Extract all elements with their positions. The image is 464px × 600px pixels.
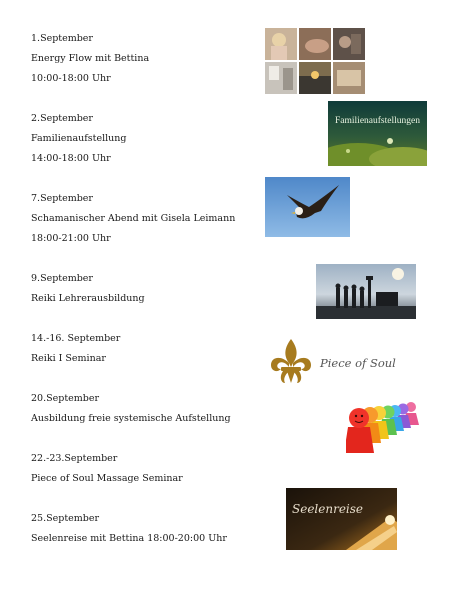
colorful-figures-image [346,399,420,455]
event-title: Reiki Lehrerausbildung [31,293,145,304]
event-date: 2.September [31,113,93,124]
familien-caption: Familienaufstellungen [335,116,420,126]
seelenreise-image [286,488,397,550]
event-title: Reiki I Seminar [31,353,106,364]
event-date: 9.September [31,273,93,284]
event-item [31,109,261,169]
event-date: 1.September [31,33,93,44]
group-silhouette-image [316,264,416,319]
event-item [31,389,261,429]
event-title: Schamanischer Abend mit Gisela Leimann [31,213,236,224]
eagle-image [265,177,350,237]
event-date: 25.September [31,513,100,524]
event-date: 22.-23.September [31,453,118,464]
event-date: 7.September [31,193,93,204]
event-title: Familienaufstellung [31,133,127,144]
event-title: Seelenreise mit Bettina 18:00-20:00 Uhr [31,533,227,544]
fleur-de-lis-icon [267,337,315,389]
event-date: 14.-16. September [31,333,121,344]
event-item [31,29,261,89]
event-time: 10:00-18:00 Uhr [31,73,111,84]
event-item [31,509,261,549]
event-title: Energy Flow mit Bettina [31,53,150,64]
event-time: 18:00-21:00 Uhr [31,233,111,244]
piece-of-soul-logo [267,337,397,389]
familienaufstellungen-image [328,101,427,166]
event-item [31,329,261,369]
seelenreise-caption: Seelenreise [292,502,364,516]
event-time: 14:00-18:00 Uhr [31,153,111,164]
event-item [31,449,261,489]
piece-of-soul-text: Piece of Soul [320,356,396,370]
event-item [31,269,261,309]
event-title: Piece of Soul Massage Seminar [31,473,183,484]
event-item [31,189,261,249]
event-title: Ausbildung freie systemische Aufstellung [31,413,231,424]
energy-flow-collage-image [265,28,365,94]
event-date: 20.September [31,393,100,404]
